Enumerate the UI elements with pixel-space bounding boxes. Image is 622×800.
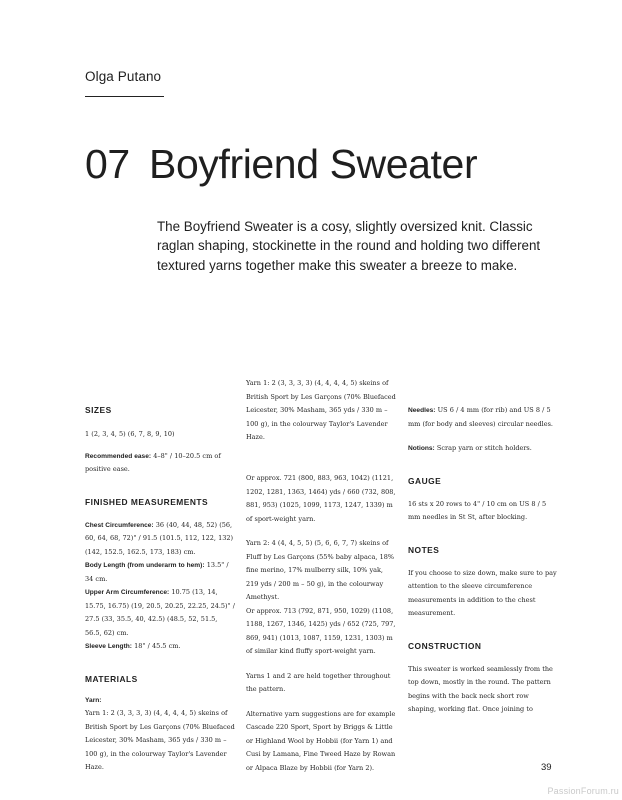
yarn-2-alternative: Or approx. 713 (792, 871, 950, 1029) (1108, 1188, 1267, 1346, 1425) yds / 652 (725, 797, 869, 941) (1013, 1087, 1159, 1231, 1303) m of similar kind fluffy sport-weight yarn.: [246, 606, 396, 655]
materials-heading: MATERIALS: [85, 673, 138, 684]
chest-label: Chest Circumference:: [85, 521, 154, 529]
body-length: [85, 559, 236, 586]
page-number: 39: [541, 762, 552, 773]
column-1: [85, 404, 236, 771]
yarn-label: Yarn:: [85, 696, 102, 704]
upper-arm-circumference: [85, 586, 236, 640]
gauge-heading: GAUGE: [408, 475, 442, 486]
arm-value: 10.75 (13, 14, 15.75, 16.75) (19, 20.5, 20.25, 22.25, 24.5)" / 27.5 (33, 35.5, 40, 42.5) (48.5, 52, 51.5, 56.5, 62) cm.: [85, 588, 235, 637]
notions-value: Scrap yarn or stitch holders.: [434, 444, 532, 452]
sizes-list: 1 (2, 3, 4, 5) (6, 7, 8, 9, 10): [85, 430, 175, 438]
body-value: 13.5" / 34 cm.: [85, 561, 229, 583]
body-label: Body Length (from underarm to hem):: [85, 562, 205, 569]
ease-value: 4–8" / 10–20.5 cm of positive ease.: [85, 451, 221, 473]
chest-circumference: [85, 519, 236, 560]
yarn-1-alternative: Or approx. 721 (800, 883, 963, 1042) (1121, 1202, 1281, 1363, 1464) yds / 660 (732, 808, 881, 953) (1025, 1099, 1173, 1247, 1339) m of sport-weight yarn.: [246, 474, 396, 523]
needles-label: Needles:: [408, 407, 436, 414]
sizes-heading: SIZES: [85, 405, 112, 415]
construction-heading: CONSTRUCTION: [408, 640, 482, 651]
notions-label: Notions:: [408, 445, 435, 452]
pattern-number: 07: [85, 141, 130, 187]
finished-measurements-heading: FINISHED MEASUREMENTS: [85, 496, 209, 507]
sleeve-label: Sleeve Length:: [85, 643, 132, 650]
column-2: [246, 379, 396, 775]
watermark: PassionForum.ru: [547, 786, 619, 796]
gauge-text: 16 sts x 20 rows to 4" / 10 cm on US 8 / 5 mm needles in St St, after blocking.: [408, 499, 547, 521]
yarn-2: Yarn 2: 4 (4, 4, 5, 5) (5, 6, 6, 7, 7) skeins of Fluff by Les Garçons (55% baby alpaca, 18% fine merino, 17% mulberry silk, 10% yak, 219 yds / 200 m – 50 g), in the colourway Amethyst.: [246, 539, 395, 601]
author-divider: [85, 96, 164, 97]
yarn-1-continued: Yarn 1: 2 (3, 3, 3, 3) (4, 4, 4, 4, 5) skeins of British Sport by Les Garçons (70% Bluefaced Leicester, 30% Masham, 365 yds / 330 m – 100 g), in the colourway Taylor's Lavender Haze.: [246, 379, 396, 441]
arm-label: Upper Arm Circumference:: [85, 589, 170, 596]
recommended-ease: [85, 450, 236, 477]
notions: [408, 442, 557, 456]
author-name: Olga Putano: [85, 69, 162, 84]
sleeve-length: [85, 640, 236, 654]
yarn-1-start: Yarn 1: 2 (3, 3, 3, 3) (4, 4, 4, 4, 5) skeins of British Sport by Les Garçons (70% Bluefaced Leicester, 30% Masham, 365 yds / 330 m – 100 g), in the colourway Taylor's Lavender Haze.: [85, 709, 235, 771]
pattern-name: Boyfriend Sweater: [149, 141, 478, 187]
alternative-yarn-suggestions: Alternative yarn suggestions are for example Cascade 220 Sport, Sport by Briggs & Little or Highland Wool by Hobbii (for Yarn 1) and Cusi by Lamana, Fine Tweed Haze by Rowan or Alpaca Blaze by Hobbii (for Yarn 2).: [246, 709, 396, 772]
yarn-label-line: [85, 694, 236, 708]
needles: [408, 404, 557, 431]
pattern-title: [85, 141, 477, 188]
yarns-held-together: Yarns 1 and 2 are held together throughout the pattern.: [246, 671, 391, 693]
intro-paragraph: The Boyfriend Sweater is a cosy, slightly oversized knit. Classic raglan shaping, stockinette in the round and holding two different textured yarns together make this sweater a breeze to make.: [157, 219, 541, 273]
yarn-1-continued-window: [246, 379, 396, 472]
sleeve-value: 18" / 45.5 cm.: [132, 642, 181, 650]
needles-value: US 6 / 4 mm (for rib) and US 8 / 5 mm (for body and sleeves) circular needles.: [408, 406, 553, 428]
chest-value: 36 (40, 44, 48, 52) (56, 60, 64, 68, 72)" / 91.5 (101.5, 112, 122, 132) (142, 152.5, 162.5, 173, 183) cm.: [85, 520, 234, 556]
column-3: [408, 404, 557, 717]
notes-heading: NOTES: [408, 544, 440, 555]
ease-label: Recommended ease:: [85, 452, 152, 460]
notes-text: If you choose to size down, make sure to pay attention to the sleeve circumference measurements in addition to the chest measurement.: [408, 568, 557, 617]
construction-text: This sweater is worked seamlessly from the top down, mostly in the round. The pattern begins with the back neck short row shaping, working flat. Once joining to: [408, 664, 553, 713]
